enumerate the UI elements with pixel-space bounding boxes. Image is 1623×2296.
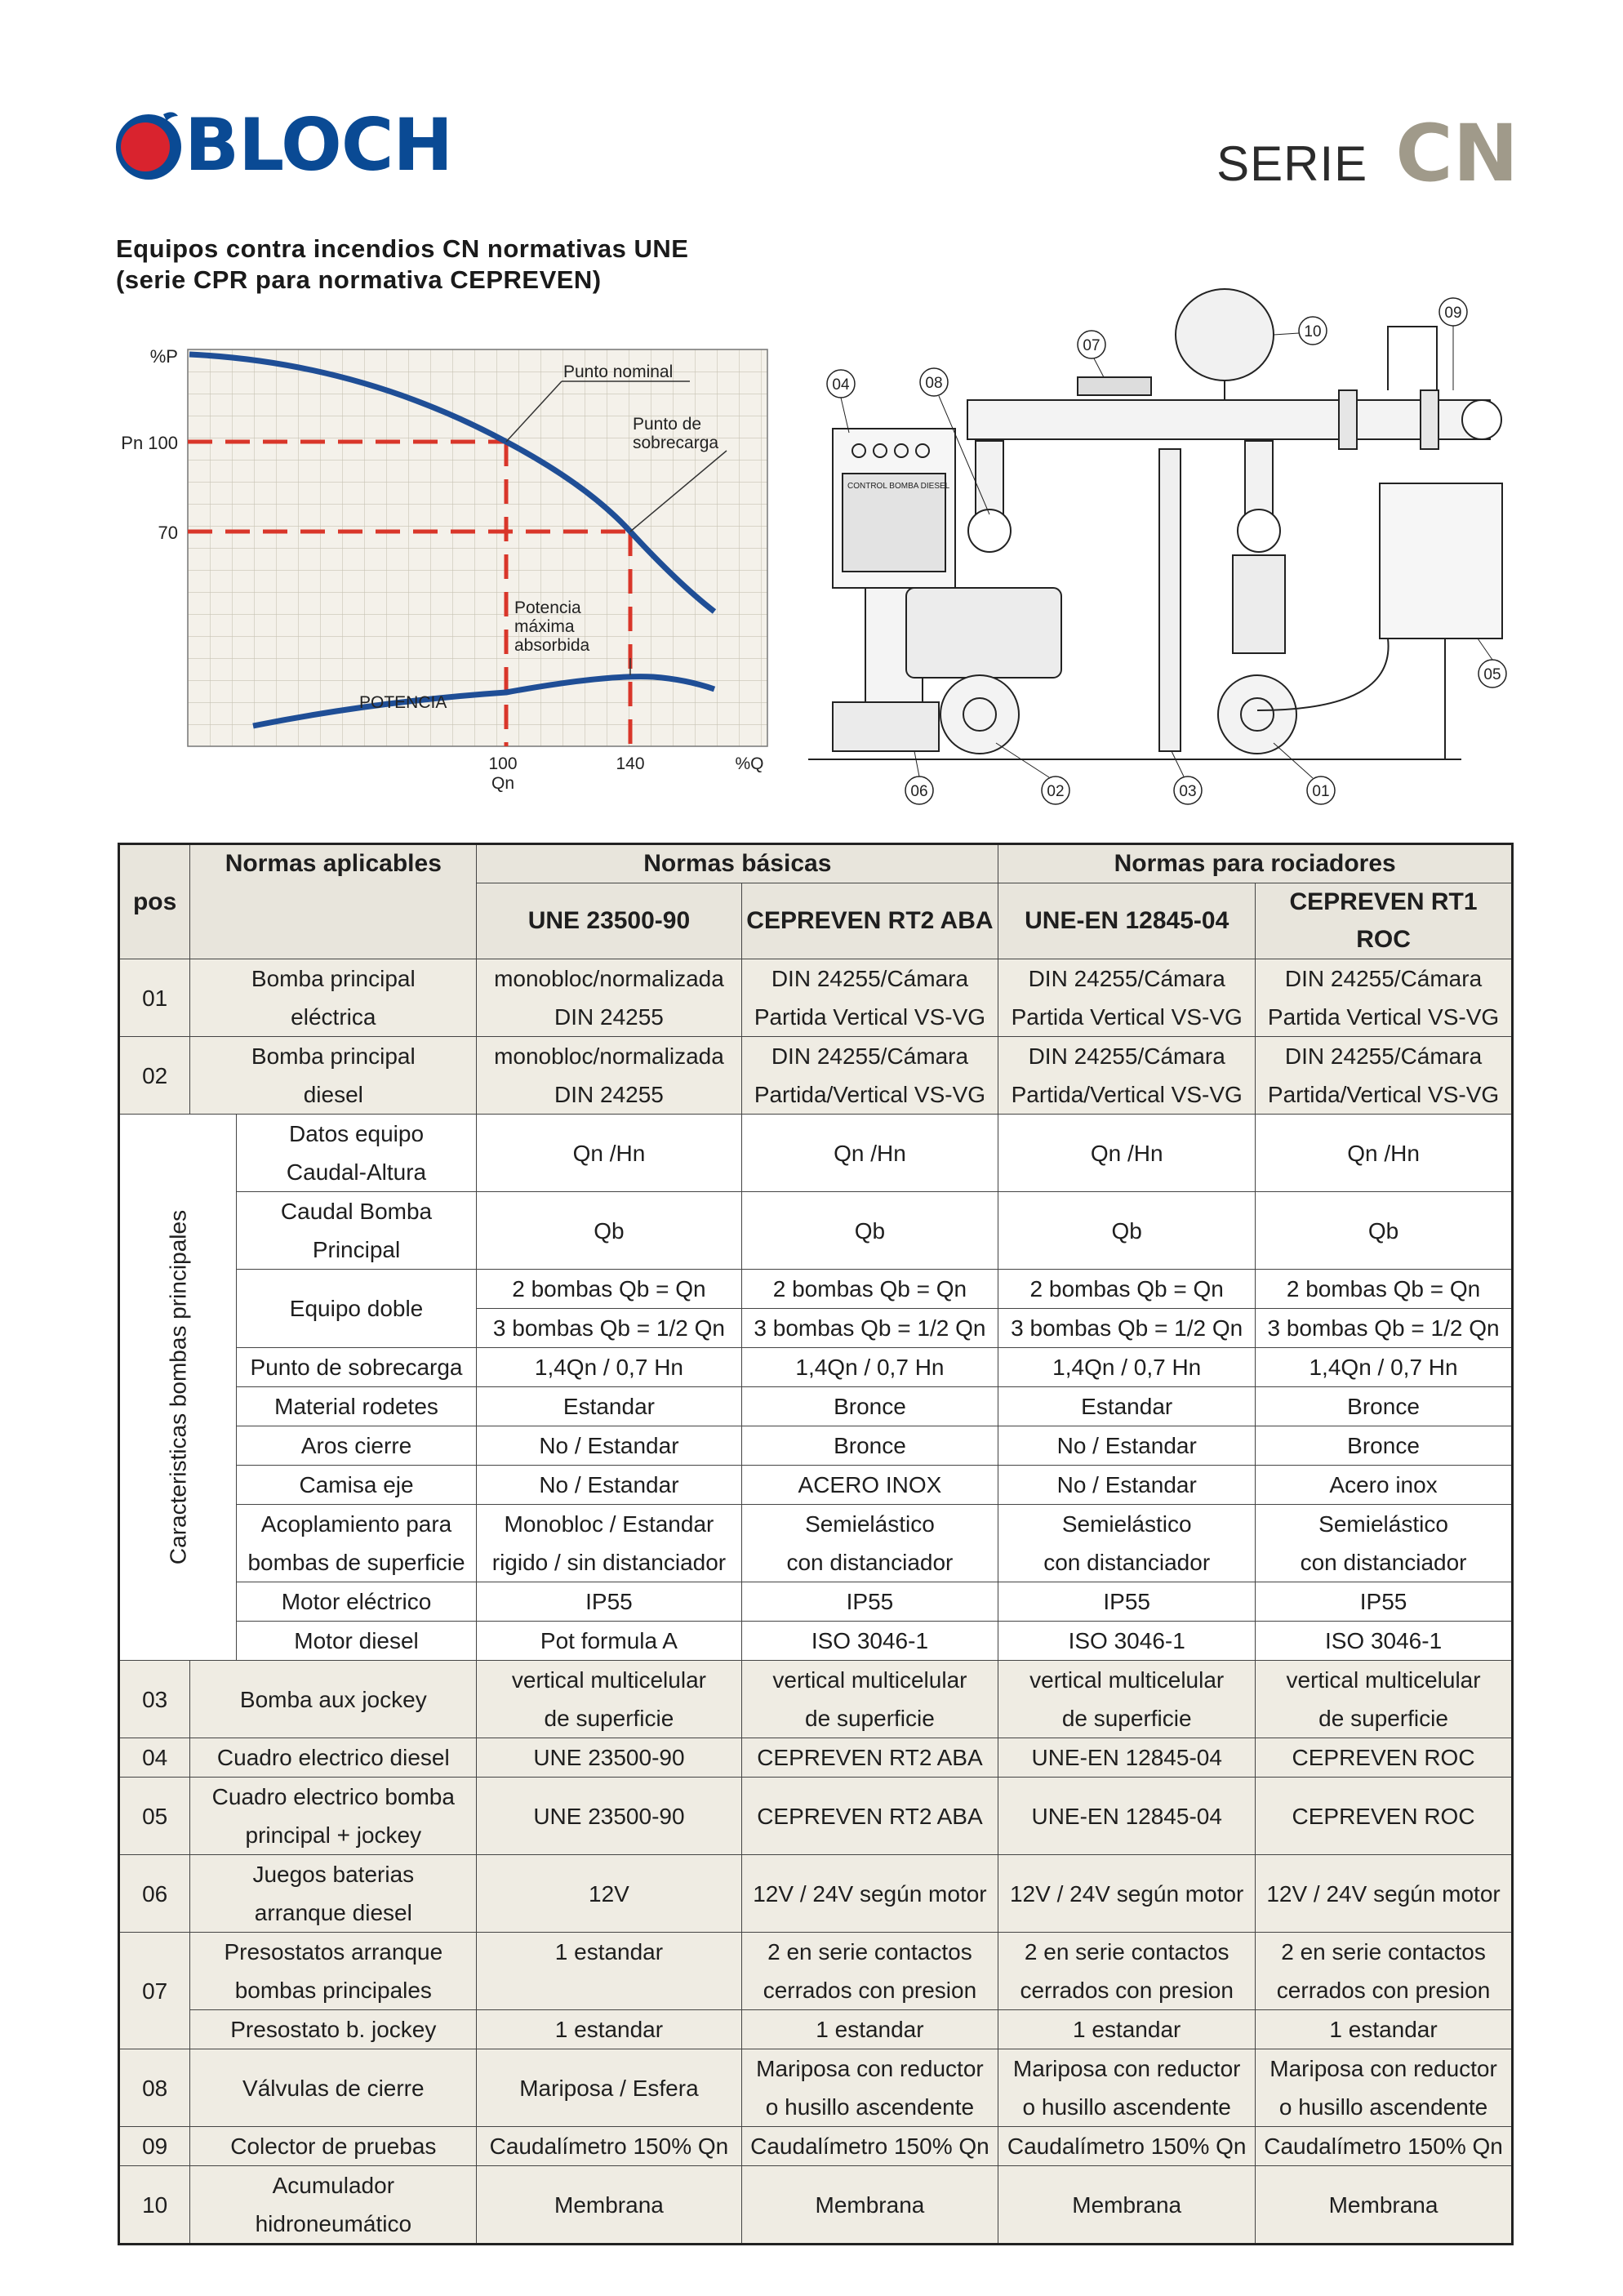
group-label-vertical: Caracteristicas bombas principales	[165, 1209, 191, 1565]
accumulator-tank	[1176, 289, 1274, 380]
cell: 12V / 24V según motor	[1256, 1855, 1513, 1933]
row-pos: 07	[119, 1933, 190, 2049]
cell: Pot formula A	[477, 1622, 741, 1661]
cell: IP55	[1256, 1582, 1513, 1622]
spec-table	[118, 843, 1514, 2245]
row-name: Motor diesel	[236, 1622, 477, 1661]
x-tick-140: 140	[616, 754, 645, 773]
annotation-maxpower-2: máxima	[514, 617, 575, 636]
cell: ISO 3046-1	[998, 1622, 1256, 1661]
cell: No / Estandar	[998, 1426, 1256, 1466]
table-row	[119, 2166, 1513, 2245]
cell: 1 estandar	[477, 1933, 741, 2010]
table-row	[119, 1661, 1513, 1738]
cell: 1 estandar	[741, 2010, 998, 2049]
header-normas-aplicables: Normas aplicables	[190, 844, 477, 959]
table-row	[119, 1037, 1513, 1115]
row-pos: 05	[119, 1778, 190, 1855]
cell: Estandar	[477, 1387, 741, 1426]
cell: 2 en serie contactos cerrados con presion	[998, 1933, 1256, 2010]
cell: Qb	[1256, 1192, 1513, 1270]
row-name: Colector de pruebas	[190, 2127, 477, 2166]
cell: ACERO INOX	[741, 1466, 998, 1505]
cell: 1 estandar	[998, 2010, 1256, 2049]
cell: 1 estandar	[1256, 2010, 1513, 2049]
cell: 2 bombas Qb = Qn	[741, 1270, 998, 1309]
battery-set	[833, 702, 939, 751]
svg-text:07: 07	[1083, 337, 1101, 354]
x-tick-100: 100	[488, 754, 518, 773]
cell: IP55	[477, 1582, 741, 1622]
callout-05	[1478, 639, 1506, 687]
cell: DIN 24255/Cámara Partida Vertical VS-VG	[741, 959, 998, 1037]
cell: 12V / 24V según motor	[741, 1855, 998, 1933]
cell: monobloc/normalizada DIN 24255	[477, 1037, 741, 1115]
cell: Qb	[477, 1192, 741, 1270]
cell: DIN 24255/Cámara Partida/Vertical VS-VG	[741, 1037, 998, 1115]
cell: Qb	[998, 1192, 1256, 1270]
series-label: SERIE	[1216, 136, 1368, 191]
row-name: Cuadro electrico diesel	[190, 1738, 477, 1778]
test-collector-pipe	[1388, 327, 1437, 390]
cell: Caudalímetro 150% Qn	[741, 2127, 998, 2166]
cell: Mariposa con reductor o husillo ascendente	[1256, 2049, 1513, 2127]
cell: 2 bombas Qb = Qn	[477, 1270, 741, 1309]
table-row	[119, 1582, 1513, 1622]
cell: 1,4Qn / 0,7 Hn	[741, 1348, 998, 1387]
annotation-overload-1: Punto de	[633, 415, 702, 434]
header-normas-rociadores: Normas para rociadores	[998, 844, 1513, 883]
callout-01	[1274, 743, 1335, 804]
panel-title: CONTROL BOMBA DIESEL	[847, 482, 950, 491]
cell: 1,4Qn / 0,7 Hn	[477, 1348, 741, 1387]
row-name: Motor eléctrico	[236, 1582, 477, 1622]
diesel-pump-casing	[940, 675, 1019, 754]
cell: Membrana	[741, 2166, 998, 2245]
table-row	[119, 2127, 1513, 2166]
main-electric-panel	[1380, 483, 1502, 639]
diesel-pump-valve-wheel	[968, 509, 1011, 552]
annotation-nominal: Punto nominal	[563, 363, 674, 381]
row-pos: 04	[119, 1738, 190, 1778]
diesel-pump-riser	[976, 441, 1003, 514]
cell: vertical multicelular de superficie	[741, 1661, 998, 1738]
svg-text:03: 03	[1179, 783, 1197, 800]
svg-text:10: 10	[1304, 323, 1322, 340]
cell: CEPREVEN ROC	[1256, 1778, 1513, 1855]
chart-grid	[188, 349, 767, 746]
cell: Caudalímetro 150% Qn	[1256, 2127, 1513, 2166]
cell: 2 en serie contactos cerrados con presion	[741, 1933, 998, 2010]
cell: 1,4Qn / 0,7 Hn	[998, 1348, 1256, 1387]
cell: UNE-EN 12845-04	[998, 1778, 1256, 1855]
table-row	[119, 1622, 1513, 1661]
electric-pump-riser	[1245, 441, 1273, 514]
cell: Caudalímetro 150% Qn	[998, 2127, 1256, 2166]
equipment-diagram	[800, 269, 1519, 825]
cell: 3 bombas Qb = 1/2 Qn	[1256, 1309, 1513, 1348]
cell: ISO 3046-1	[1256, 1622, 1513, 1661]
header-col-cepreven-rt1: CEPREVEN RT1 ROC	[1256, 883, 1513, 959]
cell: 12V	[477, 1855, 741, 1933]
cell: Monobloc / Estandar rigido / sin distanciador	[477, 1505, 741, 1582]
callout-02	[996, 743, 1069, 804]
svg-text:02: 02	[1047, 783, 1065, 800]
table-row	[119, 1505, 1513, 1582]
brand-logo	[114, 105, 498, 186]
cell: vertical multicelular de superficie	[998, 1661, 1256, 1738]
cell: UNE 23500-90	[477, 1778, 741, 1855]
collector-valve-wheel	[1462, 400, 1501, 439]
callout-09	[1439, 298, 1467, 390]
row-name: Válvulas de cierre	[190, 2049, 477, 2127]
row-name: Bomba aux jockey	[190, 1661, 477, 1738]
cell: CEPREVEN RT2 ABA	[741, 1778, 998, 1855]
svg-text:08: 08	[925, 375, 943, 392]
row-pos: 10	[119, 2166, 190, 2245]
row-name: Presostatos arranque bombas principales	[190, 1933, 477, 2010]
table-row	[119, 1738, 1513, 1778]
row-name: Camisa eje	[236, 1466, 477, 1505]
svg-text:05: 05	[1483, 666, 1501, 683]
cell: 1 estandar	[477, 2010, 741, 2049]
y-tick-70: 70	[158, 523, 178, 543]
subtitle-line-2: (serie CPR para normativa CEPREVEN)	[116, 265, 602, 294]
cell: Bronce	[741, 1426, 998, 1466]
manifold-flange-2	[1421, 390, 1438, 449]
series-code: CN	[1395, 108, 1519, 199]
header-col-cepreven-rt2: CEPREVEN RT2 ABA	[741, 883, 998, 959]
header-pos: pos	[119, 844, 190, 959]
main-manifold	[967, 400, 1490, 439]
row-name: Bomba principal eléctrica	[190, 959, 477, 1037]
row-name: Bomba principal diesel	[190, 1037, 477, 1115]
series-title	[1216, 108, 1519, 199]
table-row	[119, 959, 1513, 1037]
diesel-engine	[906, 588, 1061, 678]
cell: 2 bombas Qb = Qn	[1256, 1270, 1513, 1309]
svg-text:09: 09	[1444, 305, 1462, 322]
cell: Qn /Hn	[477, 1115, 741, 1192]
cell: DIN 24255/Cámara Partida/Vertical VS-VG	[1256, 1037, 1513, 1115]
pressure-switches	[1078, 377, 1151, 395]
cell: No / Estandar	[477, 1466, 741, 1505]
subtitle-line-1: Equipos contra incendios CN normativas UNE	[116, 234, 689, 263]
jockey-pump	[1159, 449, 1181, 751]
row-name: Equipo doble	[236, 1270, 477, 1348]
cell: Semielástico con distanciador	[998, 1505, 1256, 1582]
table-row	[119, 1270, 1513, 1309]
annotation-maxpower-3: absorbida	[514, 636, 590, 655]
annotation-maxpower-1: Potencia	[514, 598, 581, 617]
table-row	[119, 1855, 1513, 1933]
cell: IP55	[741, 1582, 998, 1622]
table-row	[119, 1115, 1513, 1192]
cell: Mariposa / Esfera	[477, 2049, 741, 2127]
cell: Qn /Hn	[998, 1115, 1256, 1192]
table-row	[119, 1466, 1513, 1505]
row-name: Datos equipo Caudal-Altura	[236, 1115, 477, 1192]
cell: DIN 24255/Cámara Partida Vertical VS-VG	[998, 959, 1256, 1037]
svg-text:04: 04	[832, 376, 850, 394]
cell: Semielástico con distanciador	[741, 1505, 998, 1582]
table-header-row-1	[119, 844, 1513, 883]
logo-mark-icon	[114, 105, 188, 186]
header-normas-basicas: Normas básicas	[477, 844, 998, 883]
table-row	[119, 1348, 1513, 1387]
cell: DIN 24255/Cámara Partida Vertical VS-VG	[1256, 959, 1513, 1037]
cell: Qb	[741, 1192, 998, 1270]
row-name: Juegos baterias arranque diesel	[190, 1855, 477, 1933]
manifold-flange	[1339, 390, 1357, 449]
row-name: Acumulador hidroneumático	[190, 2166, 477, 2245]
cell: vertical multicelular de superficie	[477, 1661, 741, 1738]
row-name: Cuadro electrico bomba principal + jockey	[190, 1778, 477, 1855]
cell: Membrana	[1256, 2166, 1513, 2245]
cell: 3 bombas Qb = 1/2 Qn	[477, 1309, 741, 1348]
brand-name: BLOCH	[185, 103, 453, 187]
table-row	[119, 1387, 1513, 1426]
cell: 1,4Qn / 0,7 Hn	[1256, 1348, 1513, 1387]
row-pos: 03	[119, 1661, 190, 1738]
table-row	[119, 1778, 1513, 1855]
x-tick-qn: Qn	[491, 774, 515, 793]
table-row	[119, 1192, 1513, 1270]
electric-pump-valve-wheel	[1238, 509, 1280, 552]
cell: DIN 24255/Cámara Partida/Vertical VS-VG	[998, 1037, 1256, 1115]
cell: No / Estandar	[998, 1466, 1256, 1505]
annotation-overload-2: sobrecarga	[633, 434, 719, 452]
cell: Mariposa con reductor o husillo ascendente	[741, 2049, 998, 2127]
cell: 12V / 24V según motor	[998, 1855, 1256, 1933]
group-label-cell	[119, 1115, 237, 1661]
table-row	[119, 2010, 1513, 2049]
row-name: Punto de sobrecarga	[236, 1348, 477, 1387]
row-pos: 02	[119, 1037, 190, 1115]
pump-curve-chart	[114, 338, 776, 795]
x-axis-label: %Q	[735, 754, 764, 773]
svg-text:06: 06	[910, 783, 928, 800]
row-name: Aros cierre	[236, 1426, 477, 1466]
electric-motor	[1233, 555, 1285, 653]
header-col-une23500: UNE 23500-90	[477, 883, 741, 959]
cell: Caudalímetro 150% Qn	[477, 2127, 741, 2166]
callout-04	[827, 370, 855, 433]
annotation-power: POTENCIA	[359, 693, 447, 712]
cell: Semielástico con distanciador	[1256, 1505, 1513, 1582]
table-row	[119, 1426, 1513, 1466]
cell: Bronce	[741, 1387, 998, 1426]
cell: Acero inox	[1256, 1466, 1513, 1505]
row-pos: 01	[119, 959, 190, 1037]
svg-text:01: 01	[1312, 783, 1330, 800]
cell: 2 bombas Qb = Qn	[998, 1270, 1256, 1309]
row-name: Presostato b. jockey	[190, 2010, 477, 2049]
row-pos: 08	[119, 2049, 190, 2127]
cell: Qn /Hn	[1256, 1115, 1513, 1192]
cell: monobloc/normalizada DIN 24255	[477, 959, 741, 1037]
cell: UNE 23500-90	[477, 1738, 741, 1778]
page-subtitle	[116, 234, 688, 296]
cell: Mariposa con reductor o husillo ascendente	[998, 2049, 1256, 2127]
electric-pump-casing	[1218, 675, 1296, 754]
cell: Bronce	[1256, 1426, 1513, 1466]
cell: CEPREVEN ROC	[1256, 1738, 1513, 1778]
cell: Qn /Hn	[741, 1115, 998, 1192]
callout-07	[1078, 331, 1105, 377]
cell: vertical multicelular de superficie	[1256, 1661, 1513, 1738]
row-pos: 09	[119, 2127, 190, 2166]
cell: 3 bombas Qb = 1/2 Qn	[741, 1309, 998, 1348]
cell: 3 bombas Qb = 1/2 Qn	[998, 1309, 1256, 1348]
cell: CEPREVEN RT2 ABA	[741, 1738, 998, 1778]
cell: Estandar	[998, 1387, 1256, 1426]
header-col-une-en12845: UNE-EN 12845-04	[998, 883, 1256, 959]
cell: UNE-EN 12845-04	[998, 1738, 1256, 1778]
y-axis-label: %P	[149, 346, 178, 367]
row-pos: 06	[119, 1855, 190, 1933]
cell: IP55	[998, 1582, 1256, 1622]
table-row	[119, 2049, 1513, 2127]
callout-10	[1274, 317, 1327, 345]
row-name: Material rodetes	[236, 1387, 477, 1426]
cell: Membrana	[477, 2166, 741, 2245]
table-row	[119, 1933, 1513, 2010]
cell: 2 en serie contactos cerrados con presion	[1256, 1933, 1513, 2010]
cell: No / Estandar	[477, 1426, 741, 1466]
y-tick-pn100: Pn 100	[121, 433, 178, 453]
cell: ISO 3046-1	[741, 1622, 998, 1661]
row-name: Acoplamiento para bombas de superficie	[236, 1505, 477, 1582]
cell: Membrana	[998, 2166, 1256, 2245]
cell: Bronce	[1256, 1387, 1513, 1426]
row-name: Caudal Bomba Principal	[236, 1192, 477, 1270]
